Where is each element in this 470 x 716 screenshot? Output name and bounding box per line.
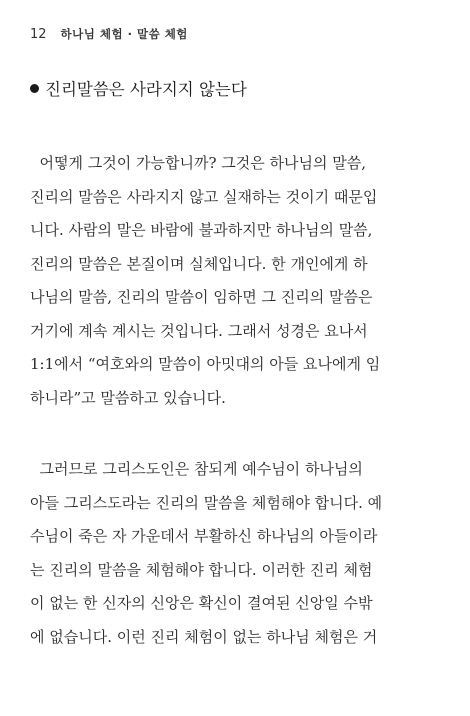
- text-line: 는 진리의 말씀을 체험해야 합니다. 이러한 진리 체험: [30, 560, 373, 579]
- text-line: 이 없는 한 신자의 신앙은 확신이 결여된 신앙일 수밖: [30, 594, 373, 612]
- text-line: 진리의 말씀은 사라지지 않고 실재하는 것이기 때문입: [30, 187, 378, 206]
- text-line: 1:1에서 “여호와의 말씀이 아밋대의 아들 요나에게 임: [30, 355, 381, 373]
- text-line: 하니라”고 말씀하고 있습니다.: [30, 388, 226, 407]
- text-line: 진리의 말씀은 본질이며 실체입니다. 한 개인에게 하: [30, 254, 368, 273]
- running-header: [30, 26, 188, 42]
- section-heading: [30, 76, 247, 100]
- paragraph-2: [30, 453, 448, 654]
- book-title: 하나님 체험 · 말씀 체험: [60, 27, 188, 41]
- bullet-icon: [30, 84, 39, 93]
- text-line: 거기에 계속 계시는 것입니다. 그래서 성경은 요나서: [30, 321, 368, 340]
- text-line: 아들 그리스도라는 진리의 말씀을 체험해야 합니다. 예: [30, 493, 383, 512]
- text-line: 나님의 말씀, 진리의 말씀이 임하면 그 진리의 말씀은: [30, 288, 373, 306]
- text-line: 그러므로 그리스도인은 참되게 예수님이 하나님의: [30, 460, 363, 478]
- text-line: 어떻게 그것이 가능합니까? 그것은 하나님의 말씀,: [30, 154, 366, 172]
- page-number: 12: [30, 27, 47, 42]
- section-heading-text: 진리말씀은 사라지지 않는다: [45, 80, 247, 99]
- paragraph-1: [30, 147, 448, 415]
- text-line: 수님이 죽은 자 가운데서 부활하신 하나님의 아들이라: [30, 527, 378, 545]
- text-line: 니다. 사람의 말은 바람에 불과하지만 하나님의 말씀,: [30, 221, 373, 239]
- text-line: 에 없습니다. 이런 진리 체험이 없는 하나님 체험은 거: [30, 627, 378, 646]
